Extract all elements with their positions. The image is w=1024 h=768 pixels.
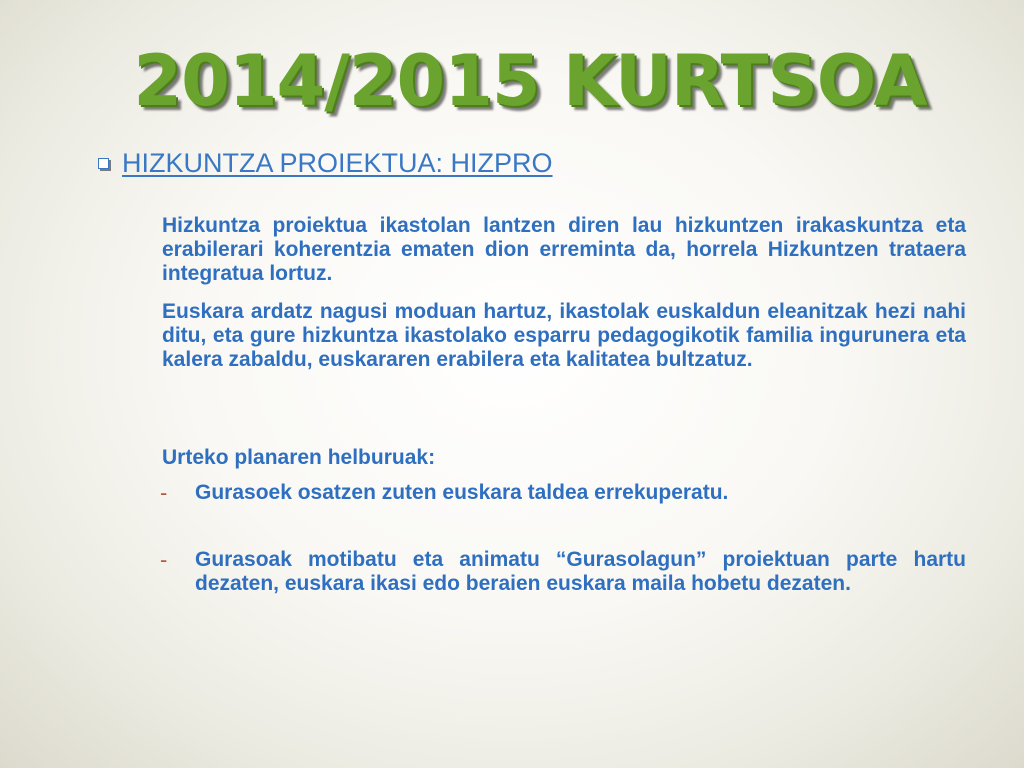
slide-title: 2014/2015 KURTSOA [133, 40, 927, 122]
slide-subtitle: HIZKUNTZA PROIEKTUA: HIZPRO [122, 148, 553, 178]
paragraph-1: Hizkuntza proiektua ikastolan lantzen diren lau hizkuntzen irakaskuntza eta erabilerari koherentzia ematen dion erreminta da, horrela Hizkuntzen trataera integratua lortuz. [162, 214, 966, 285]
goals-heading: Urteko planaren helburuak: [162, 446, 436, 469]
goal-text: Gurasoak motibatu eta animatu “Gurasolagun” proiektuan parte hartu dezaten, euskara ikasi edo beraien euskara maila hobetu dezaten. [195, 548, 966, 595]
goal-list-item [160, 481, 966, 505]
goal-list-item [160, 548, 966, 596]
dash-bullet: - [160, 480, 168, 505]
dash-bullet: - [160, 547, 168, 572]
square-bullet-icon [98, 158, 109, 169]
subtitle-row [98, 143, 553, 183]
goal-text: Gurasoek osatzen zuten euskara taldea errekuperatu. [195, 481, 729, 504]
paragraph-2: Euskara ardatz nagusi moduan hartuz, ikastolak euskaldun eleanitzak hezi nahi ditu, eta gure hizkuntza ikastolako esparru pedagogikotik familia ingurunera eta kalera zabaldu, euskararen erabilera eta kalitatea bultzatuz. [162, 300, 966, 371]
